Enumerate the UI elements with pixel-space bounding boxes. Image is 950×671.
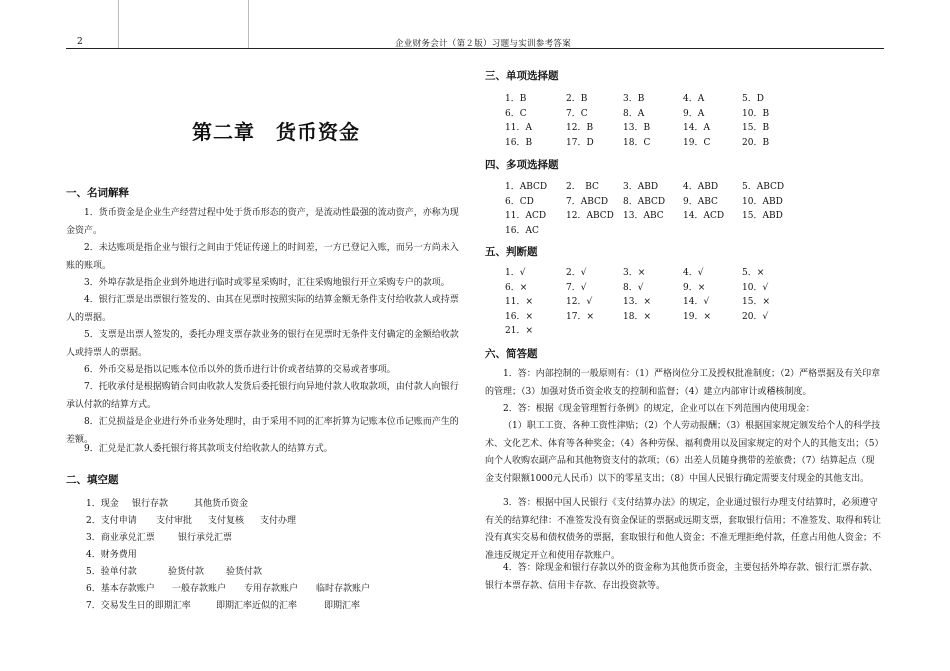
answer-item: 5．ABCD: [742, 182, 785, 192]
answer-item: 17．×: [566, 311, 594, 322]
answer-item: 17．D: [566, 137, 594, 148]
answer-item: 4．A: [683, 94, 705, 104]
answer-item: 7．ABCD: [566, 196, 609, 207]
answer-paragraph: 2．答：根据《现金管理暂行条例》的规定，企业可以在下列范围内使用现金：: [503, 404, 815, 414]
answer-item: 16．AC: [505, 225, 539, 236]
answer-item: 16．B: [505, 137, 533, 148]
answer-item: 20．√: [742, 311, 769, 322]
section-title-terms: 一、名词解释: [66, 187, 129, 199]
running-title: 企业财务会计（第２版）习题与实训参考答案: [395, 39, 572, 49]
answer-item: 8．√: [623, 282, 644, 293]
term-paragraph: 3．外埠存款是指企业到外地进行临时或零星采购时，汇往采购地银行开立采购专户的款项。: [84, 278, 450, 288]
answer-row: [0, 106, 950, 120]
answer-item: 10．B: [742, 108, 770, 119]
answer-item: 15．×: [742, 297, 770, 307]
answer-row: [0, 265, 950, 279]
answer-item: 14．√: [683, 297, 710, 307]
answer-item: 13．B: [623, 123, 651, 133]
term-paragraph: 7．托收承付是根据购销合同由收款人发货后委托银行向异地付款人收取款项，由付款人向银行承认付款的结算方式。: [66, 382, 459, 410]
answer-item: 6．C: [505, 108, 527, 119]
answer-row: [0, 323, 950, 337]
section-title-fill: 二、填空题: [66, 474, 119, 486]
answer-row: [0, 120, 950, 134]
term-paragraph: 8．汇兑损益是企业进行外币业务处理时，由于采用不同的汇率折算为记账本位币记账而产生的差额。: [66, 417, 459, 445]
answer-paragraph: 4．答：除现金和银行存款以外的资金称为其他货币资金，主要包括外埠存款、银行汇票存款、银行本票存款、信用卡存款、存出投资款等。: [485, 563, 878, 591]
answer-item: 7．√: [566, 282, 587, 293]
answer-item: 9．A: [683, 108, 705, 119]
answer-item: 4．√: [683, 268, 704, 278]
answer-row: [0, 194, 950, 208]
answer-item: 12．B: [566, 123, 594, 133]
answer-row: [0, 309, 950, 323]
answer-item: 8．ABCD: [623, 196, 666, 207]
answer-row: [0, 294, 950, 308]
answer-item: 19．×: [683, 311, 711, 322]
answer-row: [0, 135, 950, 149]
answer-item: 6．×: [505, 282, 528, 293]
answer-item: 6．CD: [505, 196, 534, 207]
header-rule: [66, 48, 884, 49]
term-paragraph: 4．银行汇票是出票银行签发的、由其在见票时按照实际的结算金额无条件支付给收款人或持票人的票据。: [66, 295, 459, 323]
answer-item: 14．ACD: [683, 211, 725, 221]
answer-item: 1．ABCD: [505, 182, 548, 192]
answer-paragraph: 3．答：根据中国人民银行《支付结算办法》的规定，企业通过银行办理支付结算时，必须遵守有关的结算纪律：不准签发没有资金保证的票据或远期支票，套取银行信用；不准签发、取得和转让没有真实交易和债权债务的票据，套取银行和他人资金；不准无理拒绝付款，任意占用他人资金；不准违反规定开立和使用存款账户。: [485, 498, 882, 561]
answer-item: 4．ABD: [683, 182, 719, 192]
answer-item: 19．C: [683, 137, 711, 148]
answer-item: 14．A: [683, 123, 710, 133]
answer-item: 3．×: [623, 268, 646, 278]
section-title-true-false: 五、判断题: [485, 246, 538, 258]
section-title-single-choice: 三、单项选择题: [485, 70, 559, 82]
answer-item: 8．A: [623, 108, 645, 119]
crop-mark-box: [118, 0, 249, 49]
answer-item: 3．ABD: [623, 182, 659, 192]
answer-item: 1．B: [505, 94, 527, 104]
answer-paragraph: 1．答：内部控制的一般原则有：（1）严格岗位分工及授权批准制度；（2）严格票据及有关印章的管理；（3）加强对货币资金收支的控制和监督；（4）建立内部审计或稽核制度。: [485, 369, 881, 397]
answer-item: 13．ABC: [623, 211, 664, 221]
answer-item: 2． BC: [566, 182, 599, 192]
term-paragraph: 9．汇兑是汇款人委托银行将其款项支付给收款人的结算方式。: [84, 444, 333, 454]
answer-item: 10．√: [742, 282, 769, 293]
term-paragraph: 5．支票是出票人签发的，委托办理支票存款业务的银行在见票时无条件支付确定的金额给收款人或持票人的票据。: [66, 330, 459, 358]
answer-row: [0, 179, 950, 193]
answer-item: 16．×: [505, 311, 533, 322]
answer-row: [0, 91, 950, 105]
answer-item: 18．C: [623, 137, 651, 148]
answer-item: 7．C: [566, 108, 588, 119]
answer-item: 5．D: [742, 94, 764, 104]
answer-item: 2．√: [566, 268, 587, 278]
answer-item: 12．√: [566, 297, 593, 307]
answer-item: 13．×: [623, 297, 651, 307]
page-number: 2: [77, 37, 83, 47]
chapter-title: 第二章 货币资金: [192, 120, 360, 144]
section-title-short-answer: 六、简答题: [485, 348, 538, 360]
answer-item: 9．ABC: [683, 196, 718, 207]
term-paragraph: 2．未达账项是指企业与银行之间由于凭证传递上的时间差，一方已登记入账，而另一方尚未入账的账项。: [66, 243, 459, 271]
answer-item: 15．ABD: [742, 211, 783, 221]
answer-item: 2．B: [566, 94, 588, 104]
term-paragraph: 6．外币交易是指以记账本位币以外的货币进行计价或者结算的交易或者事项。: [84, 365, 396, 375]
answer-paragraph: （1）职工工资、各种工资性津贴；（2）个人劳动报酬；（3）根据国家规定颁发给个人的科学技术、文化艺术、体育等各种奖金；（4）各种劳保、福利费用以及国家规定的对个人的其他支出；（5）向个人收购农副产品和其他物资支付的款项；（6）出差人员随身携带的差旅费；（7）结算起点（现金支付限额1000元人民币）以下的零星支出；（8）中国人民银行确定需要支付现金的其他支出。: [485, 421, 881, 484]
answer-item: 11．A: [505, 123, 532, 133]
answer-item: 10．ABD: [742, 196, 783, 207]
answer-row: [0, 223, 950, 237]
term-paragraph: 1．货币资金是企业生产经营过程中处于货币形态的资产，是流动性最强的流动资产，亦称为现金资产。: [66, 208, 459, 236]
answer-item: 18．×: [623, 311, 651, 322]
answer-row: [0, 208, 950, 222]
answer-item: 1．√: [505, 268, 526, 278]
answer-item: 3．B: [623, 94, 645, 104]
section-title-multi-choice: 四、多项选择题: [485, 159, 559, 171]
answer-item: 11．×: [505, 297, 533, 307]
answer-item: 15．B: [742, 123, 770, 133]
answer-item: 21．×: [505, 326, 533, 336]
answer-item: 20．B: [742, 137, 770, 148]
answer-item: 12．ABCD: [566, 211, 614, 221]
answer-item: 5．×: [742, 268, 765, 278]
answer-item: 9．×: [683, 282, 706, 293]
answer-item: 11．ACD: [505, 211, 547, 221]
answer-row: [0, 280, 950, 294]
